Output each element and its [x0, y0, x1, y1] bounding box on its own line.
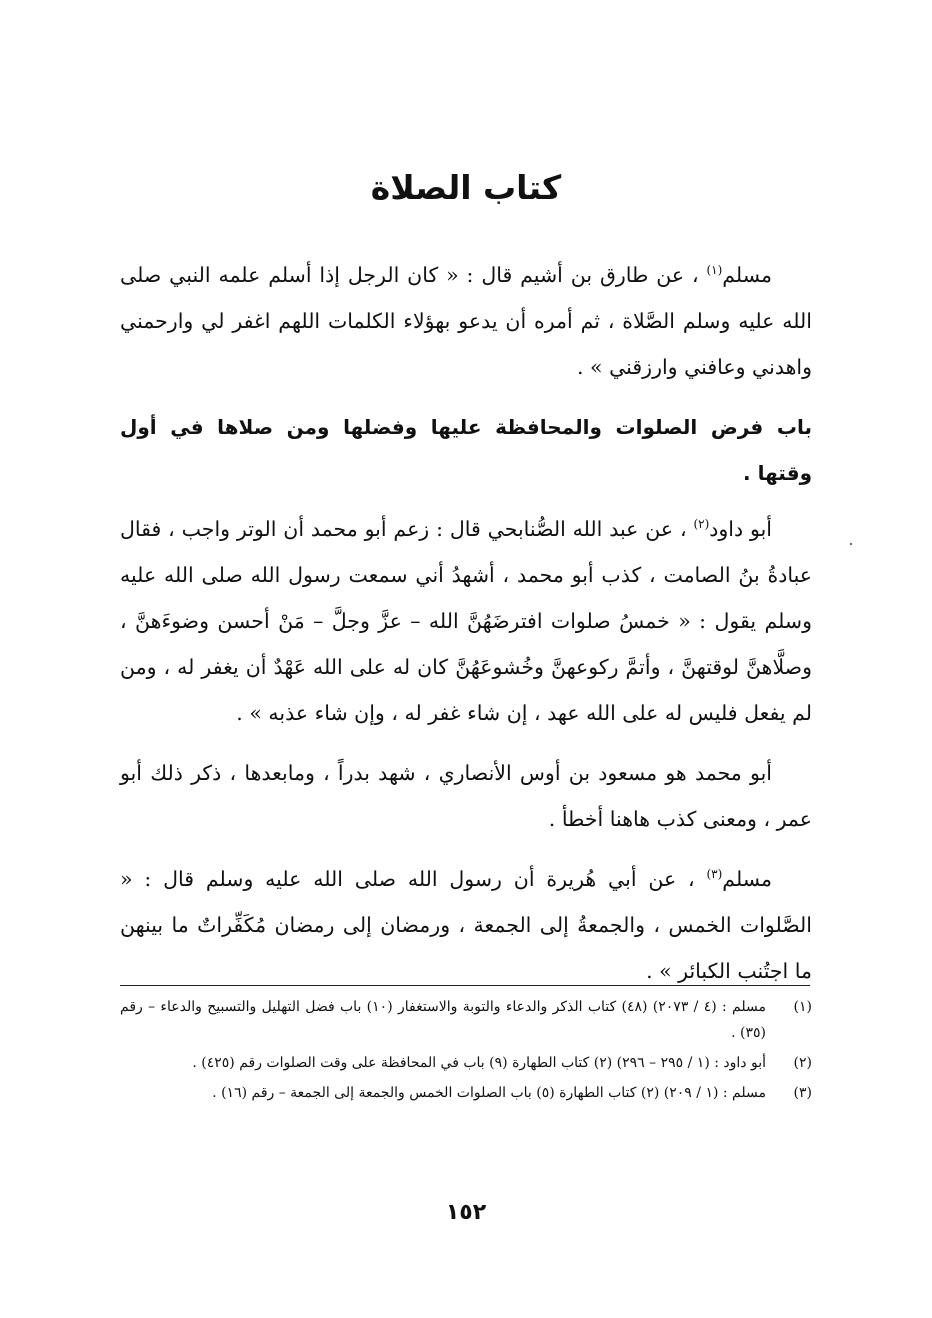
paragraph-muslim-abu-hurayra [120, 856, 812, 994]
footnote-item [120, 1050, 812, 1076]
paragraph-body: ، عن طارق بن أشيم قال : « كان الرجل إذا أسلم علمه النبي صلى الله عليه وسلم الصَّلاة ، ثم أمره أن يدعو بهؤلاء الكلمات اللهم اغفر لي وارحمني واهدني وعافني وارزقني » . [120, 263, 812, 379]
scan-speck [850, 543, 852, 545]
footnote-ref: (٣) [706, 867, 723, 882]
footnote-divider [120, 985, 810, 986]
paragraph-body: ، عن أبي هُريرة أن رسول الله صلى الله عليه وسلم قال : « الصَّلوات الخمس ، والجمعةُ إلى الجمعة ، ورمضان إلى رمضان مُكَفِّراتٌ ما بينهن ما اجتُنب الكبائر » . [120, 867, 812, 983]
main-text [120, 252, 812, 1008]
paragraph-muslim-tariq [120, 252, 812, 390]
source-name: أبو داود [709, 517, 772, 541]
paragraph-abu-dawud [120, 506, 812, 736]
footnote-text: مسلم : (٤ / ٢٠٧٣) (٤٨) كتاب الذكر والدعاء والتوبة والاستغفار (١٠) باب فضل التهليل والتسبيح والدعاء – رقم (٣٥) . [120, 999, 766, 1041]
footnote-number: (٢) [793, 1055, 812, 1071]
footnote-number: (٣) [793, 1085, 812, 1101]
paragraph-abu-muhammad-note: أبو محمد هو مسعود بن أوس الأنصاري ، شهد بدراً ، ومابعدها ، ذكر ذلك أبو عمر ، ومعنى كذب هاهنا أخطأ . [120, 761, 812, 831]
footnote-number: (١) [793, 999, 812, 1015]
footnote-text: أبو داود : (١ / ٢٩٥ – ٢٩٦) (٢) كتاب الطهارة (٩) باب في المحافظة على وقت الصلوات رقم (٤٢٥) . [192, 1055, 766, 1071]
footnote-item [120, 1080, 812, 1106]
chapter-title: كتاب الصلاة [370, 168, 562, 207]
source-name: مسلم [722, 867, 772, 891]
footnote-item [120, 994, 812, 1046]
footnotes [120, 994, 812, 1110]
page-number: ١٥٢ [445, 1200, 487, 1225]
section-heading: باب فرض الصلوات والمحافظة عليها وفضلها ومن صلاها في أول وقتها . [120, 415, 812, 485]
source-name: مسلم [722, 263, 772, 287]
footnote-ref: (١) [706, 263, 723, 278]
footnote-ref: (٢) [693, 517, 710, 532]
paragraph-body: ، عن عبد الله الصُّنابحي قال : زعم أبو محمد أن الوتر واجب ، فقال عبادةُ بنُ الصامت ، كذب أبو محمد ، أشهدُ أني سمعت رسول الله صلى الله عليه وسلم يقول : « خمسُ صلوات افترضَهُنَّ الله – عزَّ وجلَّ – مَنْ أحسن وضوءَهنَّ ، وصلَّاهنَّ لوقتهنَّ ، وأتمَّ ركوعهنَّ وخُشوعَهُنَّ كان له على الله عَهْدٌ أن يغفر له ، ومن لم يفعل فليس له على الله عهد ، إن شاء غفر له ، وإن شاء عذبه » . [120, 517, 812, 725]
footnote-text: مسلم : (١ / ٢٠٩) (٢) كتاب الطهارة (٥) باب الصلوات الخمس والجمعة إلى الجمعة – رقم (١٦) . [212, 1085, 766, 1101]
